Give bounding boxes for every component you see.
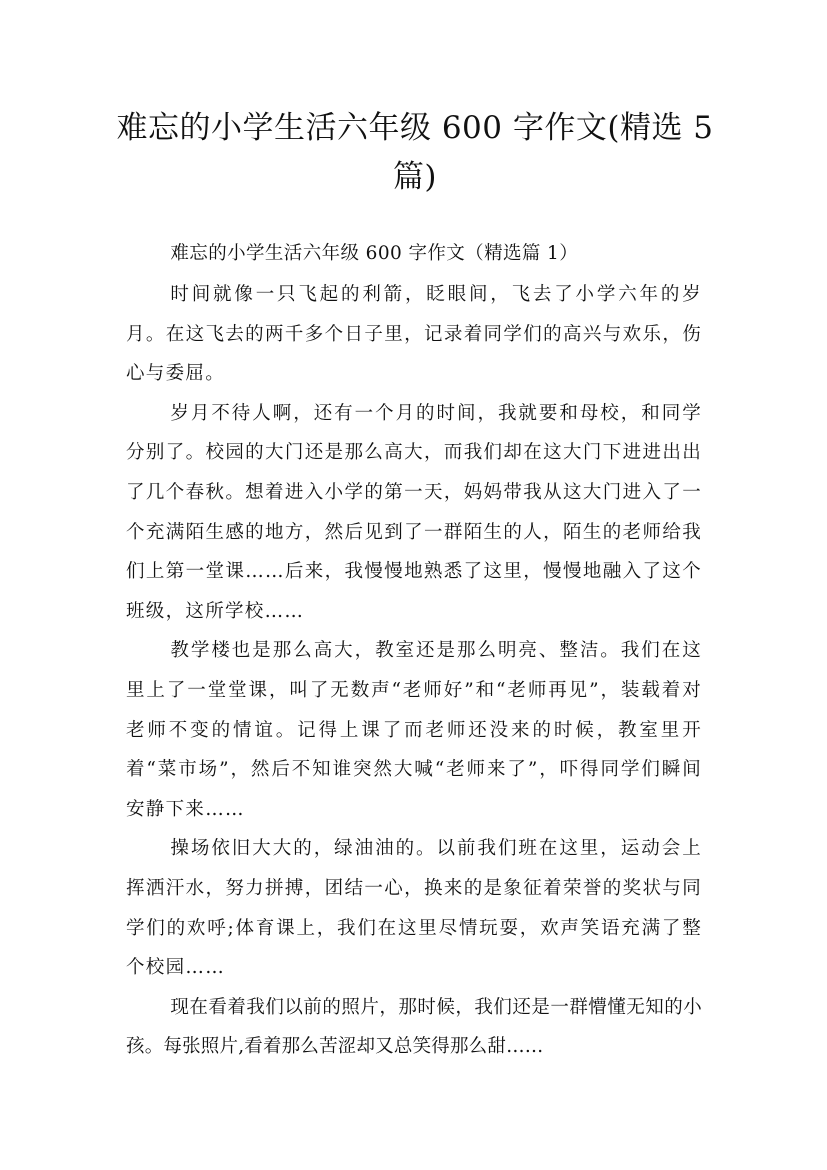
paragraph: 操场依旧大大的，绿油油的。以前我们班在这里，运动会上挥洒汗水，努力拼搏，团结一心，换来的是象征着荣誉的奖状与同学们的欢呼;体育课上，我们在这里尽情玩耍，欢声笑语充满了整个校园…… <box>126 838 702 979</box>
document-body <box>126 233 702 1067</box>
section-subtitle: 难忘的小学生活六年级 600 字作文（精选篇 1） <box>170 243 579 264</box>
paragraph: 教学楼也是那么高大，教室还是那么明亮、整洁。我们在这里上了一堂堂课，叫了无数声“老师好”和“老师再见”，装载着对老师不变的情谊。记得上课了而老师还没来的时候，教室里开着“菜市场”，然后不知谁突然大喊“老师来了”，吓得同学们瞬间安静下来…… <box>126 640 702 820</box>
paragraph: 时间就像一只飞起的利箭，眨眼间，飞去了小学六年的岁月。在这飞去的两千多个日子里，记录着同学们的高兴与欢乐，伤心与委屈。 <box>126 284 702 385</box>
document-title: 难忘的小学生活六年级 600 字作文(精选 5 篇) <box>116 110 714 195</box>
paragraph: 岁月不待人啊，还有一个月的时间，我就要和母校，和同学分别了。校园的大门还是那么高大，而我们却在这大门下进进出出了几个春秋。想着进入小学的第一天，妈妈带我从这大门进入了一个充满陌生感的地方，然后见到了一群陌生的人，陌生的老师给我们上第一堂课……后来，我慢慢地熟悉了这里，慢慢地融入了这个班级，这所学校…… <box>126 402 702 622</box>
paragraph: 现在看着我们以前的照片，那时候，我们还是一群懵懂无知的小孩。每张照片,看着那么苦涩却又总笑得那么甜…… <box>126 996 702 1058</box>
